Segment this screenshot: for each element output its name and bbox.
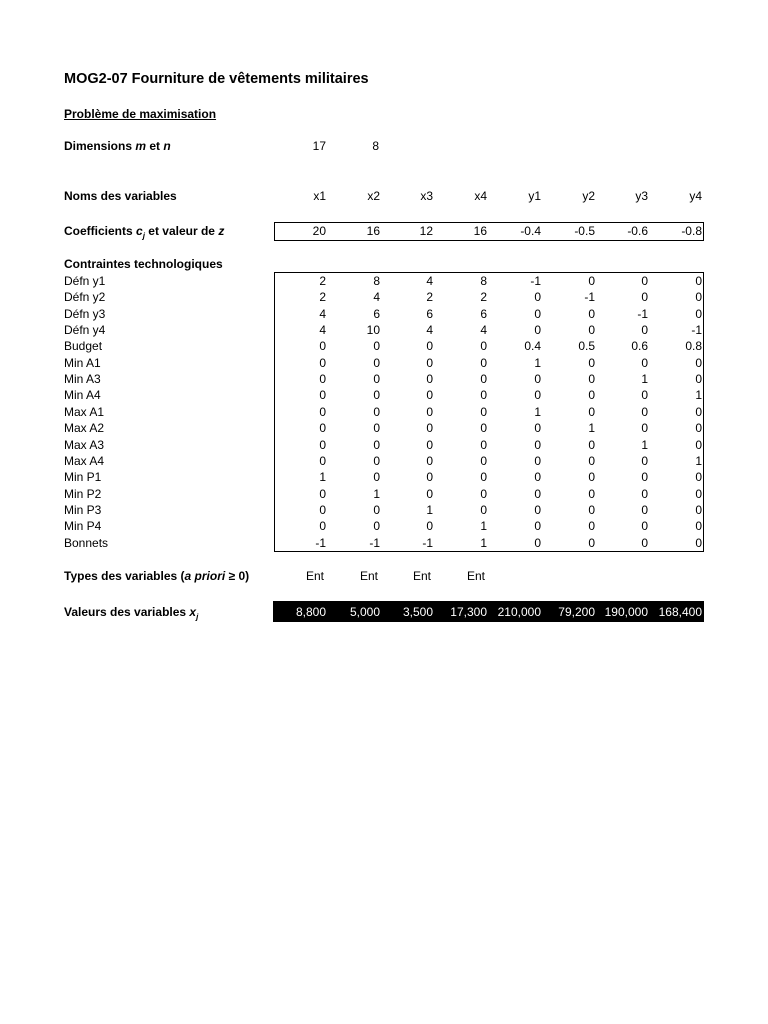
constraint-cell: 0 xyxy=(480,470,487,485)
constraint-cell: 0 xyxy=(319,339,326,354)
constraint-cell: 0 xyxy=(641,535,648,550)
constraint-cell: 0 xyxy=(373,404,380,419)
coefficient-cell: -0.8 xyxy=(681,224,702,238)
constraint-cell: 0 xyxy=(373,421,380,436)
constraint-cell: 8 xyxy=(373,274,380,288)
constraint-cell: 0 xyxy=(641,502,648,517)
constraint-cell: 1 xyxy=(641,372,648,387)
constraint-cell: 0 xyxy=(480,404,487,419)
constraint-name: Bonnets xyxy=(64,535,109,550)
constraint-cell: 0 xyxy=(588,274,595,288)
constraint-cell: 0 xyxy=(534,502,541,517)
constraint-cell: 0 xyxy=(534,470,541,485)
solution-cell: 17,300 xyxy=(450,605,487,619)
constraint-cell: 1 xyxy=(480,519,487,534)
constraint-cell: 0 xyxy=(588,453,595,468)
constraint-cell: 0 xyxy=(695,486,702,501)
solution-cell: 210,000 xyxy=(497,605,541,619)
constraint-name: Défn y2 xyxy=(64,290,106,305)
variable-name-cell: y2 xyxy=(582,189,595,203)
constraint-cell: 4 xyxy=(319,306,326,321)
constraint-cell: 0 xyxy=(588,306,595,321)
variable-name-cell: y1 xyxy=(528,189,541,203)
constraint-cell: 0.6 xyxy=(631,339,648,354)
constraint-cell: 0 xyxy=(641,453,648,468)
type-cell: Ent xyxy=(305,569,324,583)
constraint-cell: 1 xyxy=(588,421,595,436)
constraint-cell: 0 xyxy=(319,421,326,436)
constraint-cell: 0.8 xyxy=(685,339,702,354)
solution-label: Valeurs des variables $x_j$ xyxy=(64,605,199,622)
variable-name-cell: y4 xyxy=(689,189,702,203)
constraint-cell: 6 xyxy=(373,306,380,321)
constraint-cell: 0 xyxy=(480,339,487,354)
constraint-cell: 0 xyxy=(319,437,326,452)
constraint-cell: 0 xyxy=(319,404,326,419)
constraint-cell: 1 xyxy=(695,453,702,468)
section-subtitle: Problème de maximisation xyxy=(64,107,217,121)
constraint-cell: 0 xyxy=(426,486,433,501)
constraint-cell: 0.5 xyxy=(578,339,595,354)
dimensions-label: Dimensions m et n xyxy=(64,139,171,153)
constraint-cell: 6 xyxy=(480,306,487,321)
constraint-cell: 0 xyxy=(534,486,541,501)
constraint-cell: 0 xyxy=(695,421,702,436)
constraint-cell: 0 xyxy=(641,421,648,436)
constraint-cell: 2 xyxy=(480,290,487,305)
constraint-cell: 0 xyxy=(373,453,380,468)
constraint-name: Min P1 xyxy=(64,470,102,485)
constraint-cell: 0 xyxy=(319,388,326,403)
solution-cell: 79,200 xyxy=(558,605,595,619)
constraint-cell: 0 xyxy=(534,388,541,403)
constraint-name: Défn y4 xyxy=(64,323,106,338)
constraint-name: Min P4 xyxy=(64,519,102,534)
variable-name-cell: x3 xyxy=(420,189,433,203)
constraint-cell: -1 xyxy=(691,323,702,338)
constraint-name: Min P2 xyxy=(64,486,102,501)
dimension-m-value: 17 xyxy=(312,139,326,153)
constraint-name: Max A4 xyxy=(64,453,105,468)
constraint-cell: 0 xyxy=(641,486,648,501)
constraint-cell: 0 xyxy=(426,519,433,534)
coefficient-cell: 12 xyxy=(419,224,433,238)
constraint-cell: 1 xyxy=(480,535,487,550)
constraint-cell: 0 xyxy=(588,486,595,501)
constraint-cell: 0 xyxy=(695,274,702,288)
constraint-name: Min A3 xyxy=(64,372,101,387)
constraint-cell: 0 xyxy=(373,372,380,387)
constraint-cell: 0 xyxy=(426,404,433,419)
type-cell: Ent xyxy=(359,569,378,583)
constraint-cell: 0 xyxy=(480,502,487,517)
constraint-cell: 1 xyxy=(534,404,541,419)
page-title: MOG2-07 Fourniture de vêtements militaires xyxy=(64,71,369,87)
constraint-name: Min P3 xyxy=(64,502,102,517)
constraint-cell: 0 xyxy=(695,502,702,517)
constraint-cell: 0 xyxy=(426,372,433,387)
constraint-cell: 0 xyxy=(588,519,595,534)
constraint-cell: 0 xyxy=(373,437,380,452)
constraint-name: Défn y1 xyxy=(64,274,106,288)
constraint-cell: 2 xyxy=(319,274,326,288)
constraint-cell: 0 xyxy=(695,437,702,452)
constraint-cell: 0 xyxy=(695,470,702,485)
constraint-cell: 0 xyxy=(373,339,380,354)
constraint-name: Max A1 xyxy=(64,404,105,419)
constraint-cell: 0 xyxy=(426,453,433,468)
constraint-cell: 0 xyxy=(426,470,433,485)
constraint-cell: 0 xyxy=(641,323,648,338)
constraint-cell: 1 xyxy=(534,355,541,370)
constraint-cell: 0 xyxy=(319,355,326,370)
constraint-cell: 0 xyxy=(588,388,595,403)
constraint-cell: 0 xyxy=(373,470,380,485)
coefficient-cell: 20 xyxy=(312,224,326,238)
constraint-cell: 0 xyxy=(319,372,326,387)
constraint-cell: 1 xyxy=(426,502,433,517)
constraint-cell: 0 xyxy=(588,323,595,338)
constraint-cell: 0 xyxy=(695,355,702,370)
constraint-cell: 0 xyxy=(695,372,702,387)
constraint-cell: 6 xyxy=(426,306,433,321)
constraint-cell: 0 xyxy=(641,388,648,403)
constraint-cell: 0 xyxy=(373,519,380,534)
constraint-cell: 0.4 xyxy=(524,339,541,354)
constraint-cell: 0 xyxy=(373,388,380,403)
constraint-cell: 0 xyxy=(588,372,595,387)
constraint-cell: 10 xyxy=(366,323,380,338)
constraint-cell: 0 xyxy=(588,502,595,517)
type-cell: Ent xyxy=(466,569,485,583)
constraint-cell: -1 xyxy=(637,306,648,321)
variables-label: Noms des variables xyxy=(64,189,177,203)
solution-cell: 190,000 xyxy=(604,605,648,619)
coefficients-label: Coefficients $c_j$ et valeur de z xyxy=(64,224,225,241)
constraint-cell: 0 xyxy=(534,372,541,387)
constraint-cell: 0 xyxy=(534,437,541,452)
constraint-cell: 0 xyxy=(641,519,648,534)
constraint-cell: 0 xyxy=(534,535,541,550)
constraint-cell: 4 xyxy=(480,323,487,338)
constraint-cell: 0 xyxy=(588,437,595,452)
constraint-cell: 0 xyxy=(695,306,702,321)
variable-name-cell: x4 xyxy=(474,189,487,203)
coefficient-cell: -0.4 xyxy=(520,224,541,238)
constraint-cell: 1 xyxy=(695,388,702,403)
constraint-cell: 0 xyxy=(319,502,326,517)
constraint-cell: -1 xyxy=(530,274,541,288)
constraint-cell: 0 xyxy=(319,453,326,468)
constraint-cell: 1 xyxy=(373,486,380,501)
constraint-cell: -1 xyxy=(369,535,380,550)
constraint-name: Budget xyxy=(64,339,103,354)
constraint-cell: 2 xyxy=(319,290,326,305)
constraint-cell: 0 xyxy=(695,404,702,419)
constraint-cell: 0 xyxy=(695,519,702,534)
constraint-cell: 0 xyxy=(588,470,595,485)
constraint-cell: 0 xyxy=(480,372,487,387)
solution-cell: 5,000 xyxy=(349,605,380,619)
constraint-cell: -1 xyxy=(584,290,595,305)
constraint-cell: 0 xyxy=(319,519,326,534)
types-label: Types des variables (a priori ≥ 0) xyxy=(64,569,250,583)
variable-name-cell: x1 xyxy=(313,189,326,203)
constraint-cell: 0 xyxy=(588,535,595,550)
variable-name-cell: x2 xyxy=(367,189,380,203)
constraint-cell: 0 xyxy=(426,355,433,370)
solution-cell: 3,500 xyxy=(402,605,433,619)
coefficient-cell: 16 xyxy=(473,224,487,238)
coefficient-cell: 16 xyxy=(366,224,380,238)
constraint-cell: 0 xyxy=(641,274,648,288)
constraint-cell: 0 xyxy=(695,535,702,550)
constraint-cell: 4 xyxy=(373,290,380,305)
constraint-cell: 0 xyxy=(641,404,648,419)
variable-name-cell: y3 xyxy=(635,189,648,203)
constraint-cell: 0 xyxy=(480,453,487,468)
constraint-cell: 0 xyxy=(534,421,541,436)
constraint-cell: 0 xyxy=(588,404,595,419)
constraint-cell: 4 xyxy=(426,323,433,338)
constraint-cell: 0 xyxy=(534,453,541,468)
constraint-cell: 1 xyxy=(641,437,648,452)
constraint-cell: 0 xyxy=(373,355,380,370)
constraint-cell: 0 xyxy=(695,290,702,305)
constraint-cell: 1 xyxy=(319,470,326,485)
dimension-n-value: 8 xyxy=(372,139,379,153)
constraint-cell: 0 xyxy=(480,388,487,403)
constraint-cell: 0 xyxy=(641,470,648,485)
constraint-cell: -1 xyxy=(315,535,326,550)
constraints-heading: Contraintes technologiques xyxy=(64,257,223,271)
constraint-cell: 0 xyxy=(534,519,541,534)
coefficient-cell: -0.5 xyxy=(574,224,595,238)
constraint-cell: 0 xyxy=(426,421,433,436)
constraint-cell: 0 xyxy=(319,486,326,501)
solution-cell: 8,800 xyxy=(295,605,326,619)
constraint-cell: 0 xyxy=(534,306,541,321)
constraint-cell: 0 xyxy=(641,290,648,305)
constraint-cell: 0 xyxy=(480,355,487,370)
constraint-cell: 0 xyxy=(534,323,541,338)
type-cell: Ent xyxy=(412,569,431,583)
constraint-cell: 0 xyxy=(480,486,487,501)
constraint-cell: 0 xyxy=(373,502,380,517)
constraint-name: Max A2 xyxy=(64,421,105,436)
constraint-name: Max A3 xyxy=(64,437,105,452)
constraint-cell: 0 xyxy=(426,437,433,452)
constraint-name: Min A1 xyxy=(64,355,101,370)
constraint-cell: 0 xyxy=(426,339,433,354)
constraint-cell: 0 xyxy=(426,388,433,403)
constraint-name: Min A4 xyxy=(64,388,101,403)
constraint-cell: 0 xyxy=(641,355,648,370)
constraint-cell: -1 xyxy=(422,535,433,550)
constraint-cell: 0 xyxy=(588,355,595,370)
constraint-cell: 4 xyxy=(319,323,326,338)
constraint-cell: 0 xyxy=(480,421,487,436)
solution-cell: 168,400 xyxy=(658,605,702,619)
constraint-cell: 4 xyxy=(426,274,433,288)
constraint-cell: 0 xyxy=(534,290,541,305)
constraint-cell: 8 xyxy=(480,274,487,288)
coefficient-cell: -0.6 xyxy=(627,224,648,238)
constraint-cell: 2 xyxy=(426,290,433,305)
constraint-name: Défn y3 xyxy=(64,306,106,321)
constraint-cell: 0 xyxy=(480,437,487,452)
